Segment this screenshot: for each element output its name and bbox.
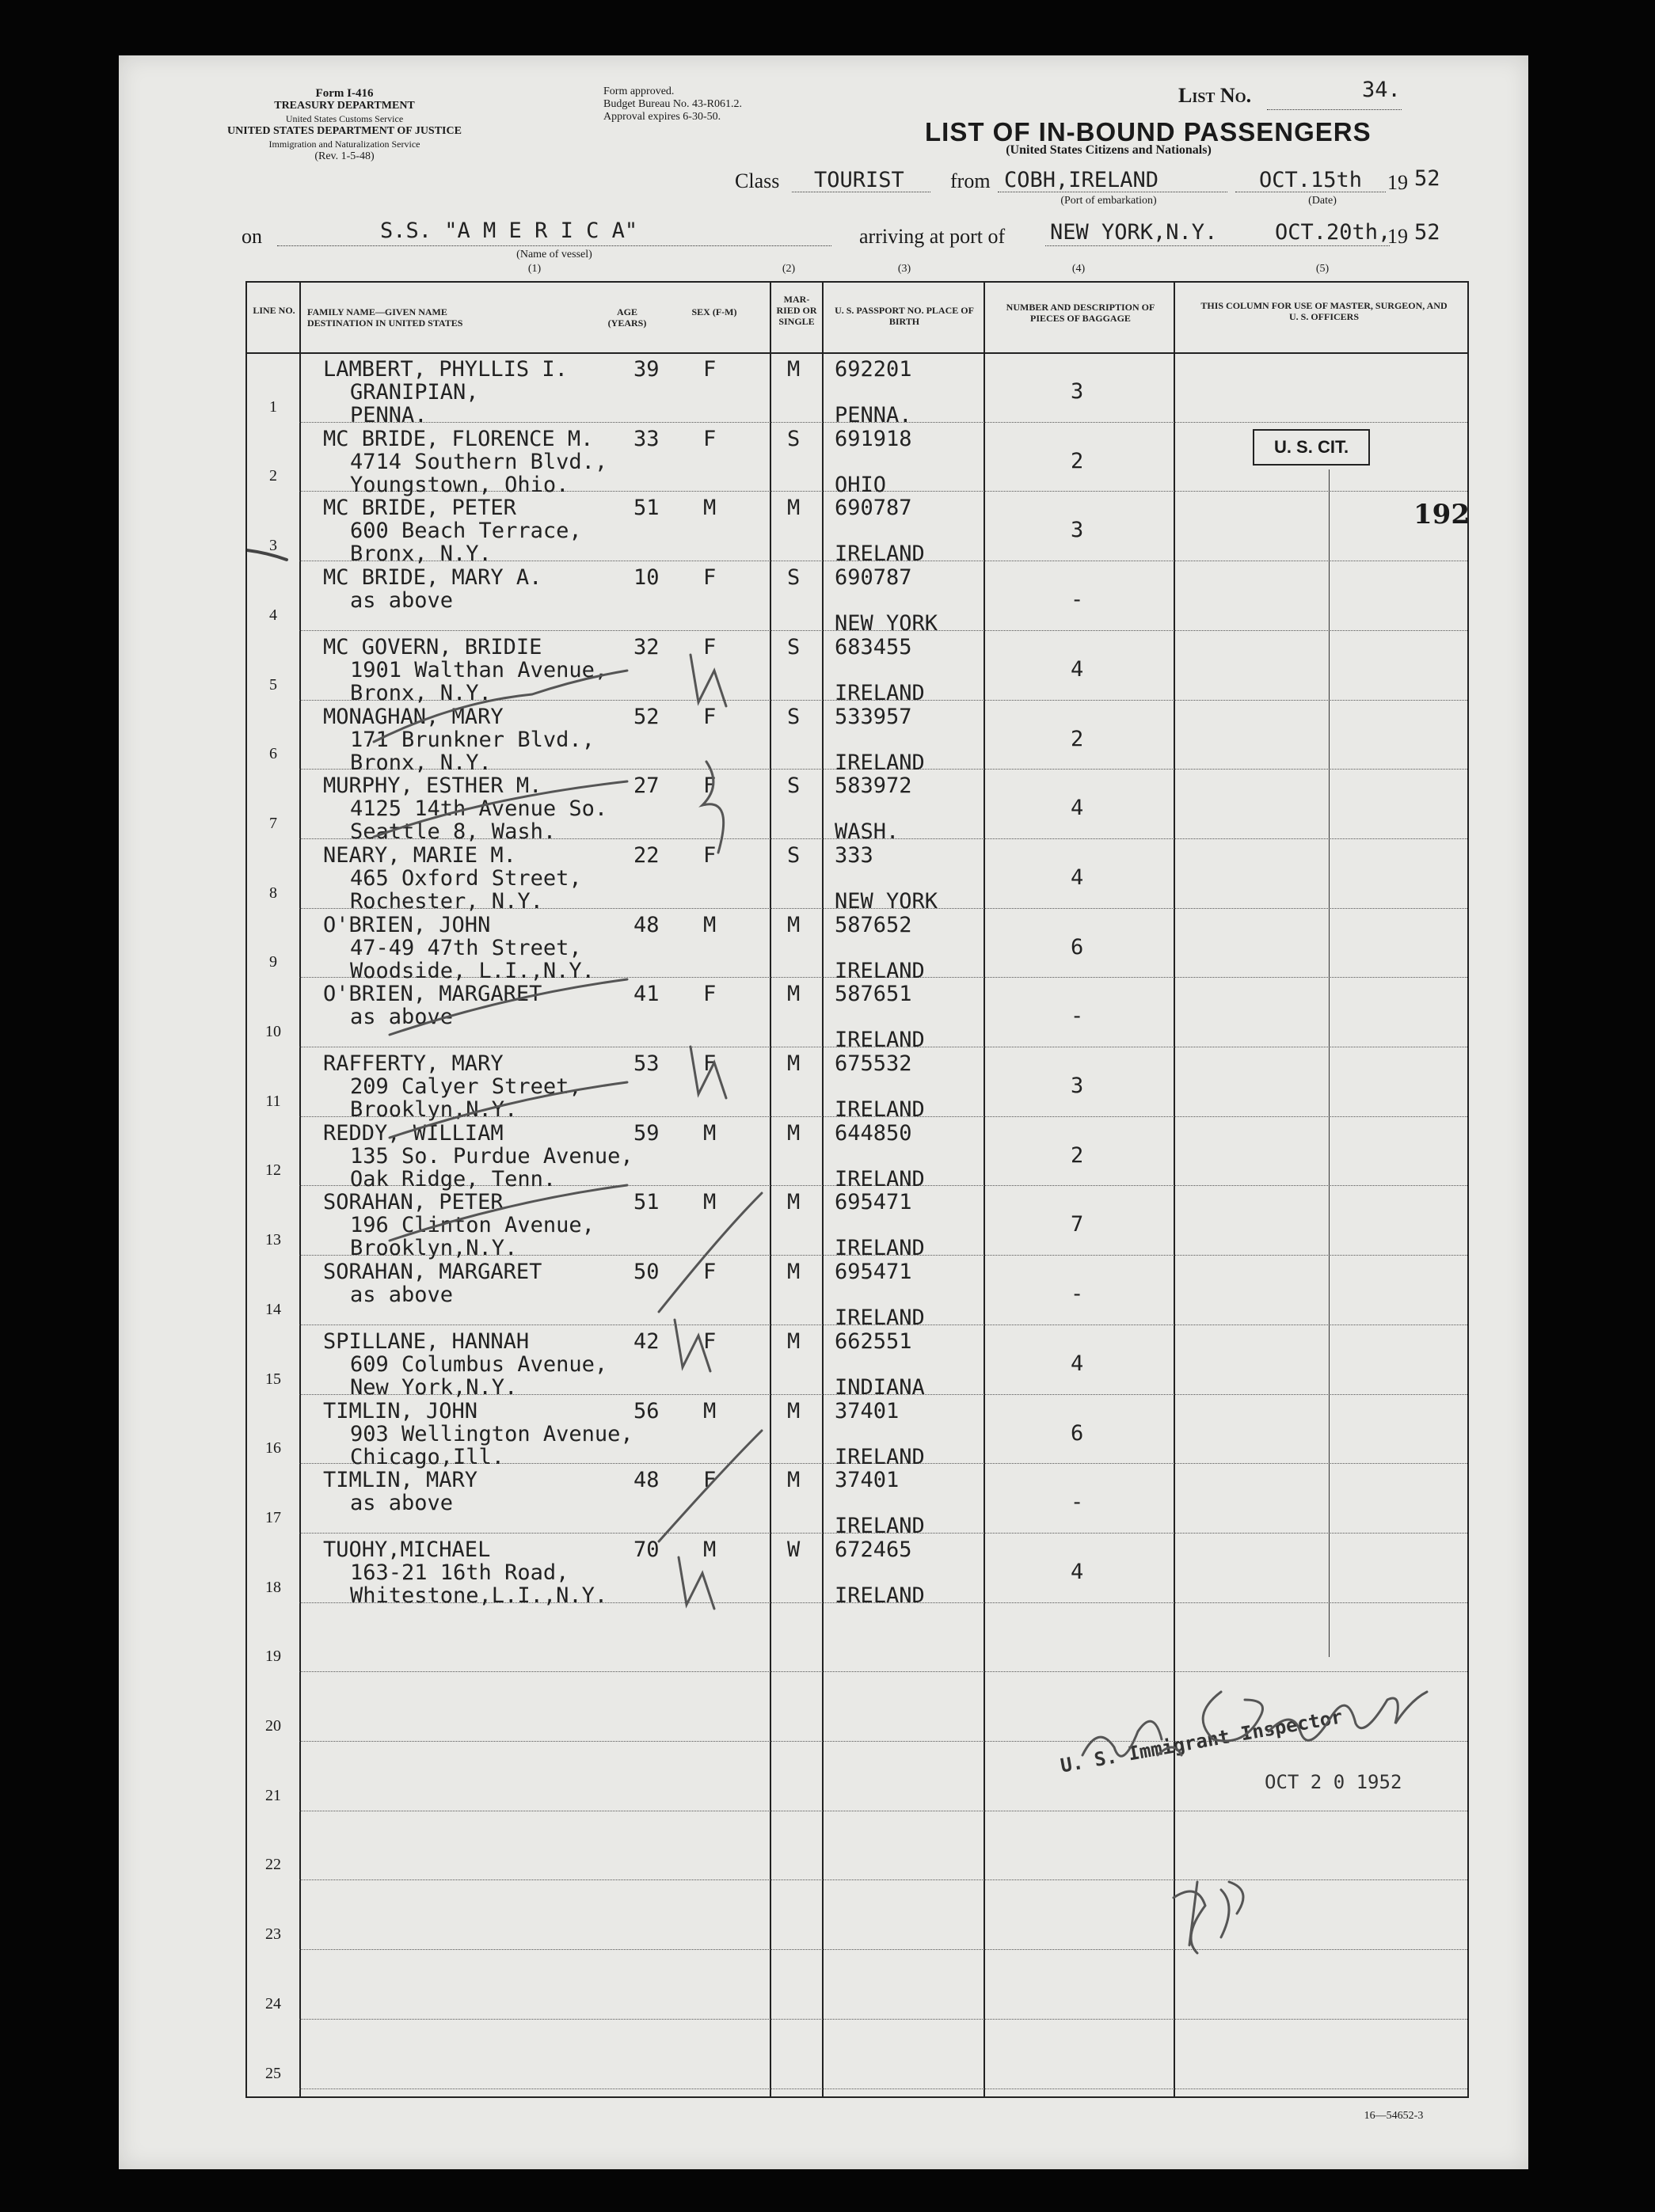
line-number: 20: [265, 1717, 281, 1735]
place-of-birth: OHIO: [835, 472, 887, 497]
passport-number: 691918: [835, 426, 912, 451]
place-of-birth: IRELAND: [835, 958, 925, 983]
manifest-page: [119, 55, 1528, 2169]
line-number: 21: [265, 1786, 281, 1804]
marital-status: M: [787, 1398, 801, 1423]
address-line: Bronx, N.Y.: [350, 542, 492, 567]
from-caption: (Port of embarkation): [1060, 195, 1157, 207]
col-number-1: (1): [527, 263, 542, 275]
passport-number: 675532: [835, 1051, 912, 1076]
sex: M: [703, 1120, 717, 1146]
baggage-count: -: [1071, 1282, 1084, 1307]
address-line: as above: [350, 1005, 454, 1030]
address-line: 135 So. Purdue Avenue,: [350, 1143, 633, 1169]
place-of-birth: NEW YORK: [835, 888, 938, 914]
line-number: 18: [265, 1578, 281, 1596]
list-no-value: 34.: [1362, 78, 1401, 102]
passenger-name: MONAGHAN, MARY: [323, 704, 504, 729]
form-approval: [603, 86, 793, 124]
treasury-dept: TREASURY DEPARTMENT: [274, 100, 415, 112]
address-line: Chicago,Ill.: [350, 1444, 505, 1469]
col-header-baggage: NUMBER AND DESCRIPTION OF PIECES OF BAGGAGE: [1006, 302, 1155, 324]
form-header-left: [214, 87, 475, 163]
sex: F: [703, 565, 717, 591]
age: 27: [633, 773, 660, 799]
place-of-birth: IRELAND: [835, 1444, 925, 1469]
passenger-name: LAMBERT, PHYLLIS I.: [323, 357, 568, 382]
sex: F: [703, 1260, 717, 1285]
justice-dept: UNITED STATES DEPARTMENT OF JUSTICE: [227, 125, 462, 137]
age: 59: [633, 1120, 660, 1146]
passenger-name: MURPHY, ESTHER M.: [323, 773, 542, 799]
address-line: 903 Wellington Avenue,: [350, 1421, 633, 1446]
baggage-count: 3: [1071, 1074, 1084, 1098]
baggage-count: 6: [1071, 934, 1084, 960]
marital-status: S: [787, 773, 801, 799]
arrival-date: OCT.20th,: [1275, 220, 1391, 245]
col-header-name: FAMILY NAME—GIVEN NAME DESTINATION IN UNITED STATES: [307, 306, 463, 329]
line-number: 9: [269, 953, 277, 971]
approval-line: Form approved.: [603, 86, 675, 97]
address-line: as above: [350, 588, 454, 614]
departure-year: 52: [1414, 166, 1440, 191]
baggage-count: 4: [1071, 1351, 1084, 1376]
address-line: 171 Brunkner Blvd.,: [350, 727, 595, 752]
age: 52: [633, 704, 660, 729]
approval-line: Budget Bureau No. 43-R061.2.: [603, 98, 742, 110]
address-line: 163-21 16th Road,: [350, 1560, 569, 1585]
form-number: Form I-416: [315, 87, 374, 100]
col-header-passport: U. S. PASSPORT NO. PLACE OF BIRTH: [835, 305, 974, 327]
class-value: TOURIST: [814, 168, 904, 192]
age: 10: [633, 565, 660, 591]
passenger-name: O'BRIEN, MARGARET: [323, 982, 542, 1007]
baggage-count: 7: [1071, 1212, 1084, 1237]
vessel-underline: [277, 245, 831, 246]
year-prefix: 19: [1387, 225, 1408, 248]
marital-status: M: [787, 912, 801, 937]
passenger-name: TUOHY,MICHAEL: [323, 1537, 491, 1562]
list-no-underline: [1267, 109, 1402, 110]
passport-number: 587651: [835, 982, 912, 1007]
passport-number: 695471: [835, 1260, 912, 1285]
age: 48: [633, 912, 660, 937]
baggage-count: 2: [1071, 726, 1084, 751]
col-number-4: (4): [1071, 263, 1086, 275]
passenger-name: TIMLIN, MARY: [323, 1468, 478, 1493]
address-line: Oak Ridge, Tenn.: [350, 1166, 557, 1192]
vessel-name: S.S. "A M E R I C A": [380, 219, 638, 243]
sex: F: [703, 704, 717, 729]
place-of-birth: INDIANA: [835, 1374, 925, 1400]
arrival-port: NEW YORK,N.Y.: [1050, 220, 1218, 245]
address-line: Woodside, L.I.,N.Y.: [350, 958, 595, 983]
passport-number: 672465: [835, 1537, 912, 1562]
form-revision: (Rev. 1-5-48): [314, 150, 375, 162]
line-number: 2: [269, 467, 277, 485]
marital-status: S: [787, 634, 801, 659]
place-of-birth: IRELAND: [835, 1166, 925, 1192]
stamp-number: 192: [1413, 499, 1470, 530]
sex: F: [703, 1051, 717, 1076]
marital-status: M: [787, 1190, 801, 1215]
passport-number: 333: [835, 842, 873, 868]
class-label: Class: [735, 169, 780, 192]
place-of-birth: IRELAND: [835, 680, 925, 705]
age: 51: [633, 1190, 660, 1215]
address-line: as above: [350, 1491, 454, 1516]
passport-number: 37401: [835, 1468, 900, 1493]
passenger-name: MC BRIDE, PETER: [323, 496, 516, 521]
us-citizen-stamp: U. S. CIT.: [1253, 429, 1370, 466]
baggage-count: 4: [1071, 656, 1084, 682]
address-line: Rochester, N.Y.: [350, 888, 543, 914]
place-of-birth: WASH.: [835, 819, 900, 845]
place-of-birth: PENNA.: [835, 403, 912, 428]
date-caption: (Date): [1308, 195, 1337, 207]
place-of-birth: IRELAND: [835, 1583, 925, 1608]
line-number: 22: [265, 1856, 281, 1874]
age: 39: [633, 357, 660, 382]
address-line: Youngstown, Ohio.: [350, 472, 569, 497]
marital-status: M: [787, 357, 801, 382]
address-line: New York,N.Y.: [350, 1374, 518, 1400]
address-line: 609 Columbus Avenue,: [350, 1351, 608, 1377]
address-line: as above: [350, 1283, 454, 1308]
baggage-count: 4: [1071, 1559, 1084, 1584]
arriving-label: arriving at port of: [859, 225, 1006, 248]
marital-status: S: [787, 704, 801, 729]
inspection-date: OCT 2 0 1952: [1265, 1771, 1402, 1793]
col-header-officers: THIS COLUMN FOR USE OF MASTER, SURGEON, AND U. S. OFFICERS: [1200, 300, 1448, 322]
address-line: 600 Beach Terrace,: [350, 519, 582, 544]
port-underline: [1045, 245, 1390, 246]
passport-number: 690787: [835, 565, 912, 591]
line-number: 5: [269, 675, 277, 694]
age: 42: [633, 1328, 660, 1354]
passenger-table: [245, 281, 1469, 2098]
passenger-name: SPILLANE, HANNAH: [323, 1328, 530, 1354]
passport-number: 37401: [835, 1398, 900, 1423]
passport-number: 690787: [835, 496, 912, 521]
sex: F: [703, 357, 717, 382]
line-number: 11: [265, 1092, 281, 1110]
line-number: 13: [265, 1231, 281, 1249]
passenger-name: SORAHAN, MARGARET: [323, 1260, 542, 1285]
passenger-name: MC GOVERN, BRIDIE: [323, 634, 542, 659]
age: 33: [633, 426, 660, 451]
marital-status: S: [787, 842, 801, 868]
col-header-age: AGE (YEARS): [607, 306, 647, 329]
sex: M: [703, 496, 717, 521]
sex: F: [703, 1328, 717, 1354]
address-line: Brooklyn,N.Y.: [350, 1236, 518, 1261]
marital-status: W: [787, 1537, 801, 1562]
sex: F: [703, 773, 717, 799]
passport-number: 695471: [835, 1190, 912, 1215]
sex: F: [703, 1468, 717, 1493]
marital-status: M: [787, 982, 801, 1007]
age: 51: [633, 496, 660, 521]
baggage-count: -: [1071, 1004, 1084, 1029]
place-of-birth: NEW YORK: [835, 611, 938, 637]
baggage-count: -: [1071, 1490, 1084, 1515]
age: 48: [633, 1468, 660, 1493]
address-line: GRANIPIAN,: [350, 380, 479, 405]
baggage-count: 4: [1071, 865, 1084, 890]
col-header-sex: SEX (F-M): [691, 306, 737, 317]
passport-number: 644850: [835, 1120, 912, 1146]
marital-status: M: [787, 1468, 801, 1493]
passport-number: 662551: [835, 1328, 912, 1354]
place-of-birth: IRELAND: [835, 1236, 925, 1261]
sex: M: [703, 1537, 717, 1562]
place-of-birth: IRELAND: [835, 1028, 925, 1053]
line-number: 1: [269, 397, 277, 416]
from-value: COBH,IRELAND: [1004, 168, 1159, 192]
col-header-line-no: LINE NO.: [253, 305, 295, 316]
line-number: 25: [265, 2064, 281, 2082]
on-label: on: [242, 225, 262, 248]
address-line: Brooklyn,N.Y.: [350, 1097, 518, 1122]
passport-number: 683455: [835, 634, 912, 659]
col-number-2: (2): [782, 263, 796, 275]
marital-status: S: [787, 426, 801, 451]
vessel-caption: (Name of vessel): [516, 249, 592, 260]
line-number: 8: [269, 884, 277, 902]
line-number: 24: [265, 1994, 281, 2012]
line-number: 6: [269, 745, 277, 763]
ins-service: Immigration and Naturalization Service: [268, 139, 420, 150]
page-title: LIST OF IN-BOUND PASSENGERS: [925, 117, 1372, 146]
line-number: 12: [265, 1161, 281, 1180]
col-number-3: (3): [897, 263, 911, 275]
col-header-married: MAR-RIED OR SINGLE: [776, 294, 817, 327]
place-of-birth: IRELAND: [835, 750, 925, 775]
place-of-birth: IRELAND: [835, 1306, 925, 1331]
sex: F: [703, 426, 717, 451]
line-number: 16: [265, 1439, 281, 1458]
sex: M: [703, 1398, 717, 1423]
print-code: 16—54652-3: [1364, 2110, 1424, 2122]
age: 50: [633, 1260, 660, 1285]
baggage-count: 3: [1071, 379, 1084, 404]
baggage-count: 3: [1071, 518, 1084, 543]
passenger-name: RAFFERTY, MARY: [323, 1051, 504, 1076]
age: 22: [633, 842, 660, 868]
place-of-birth: IRELAND: [835, 542, 925, 567]
customs-service: United States Customs Service: [285, 113, 404, 124]
sex: F: [703, 842, 717, 868]
sex: F: [703, 634, 717, 659]
page-subtitle: (United States Citizens and Nationals): [1006, 143, 1212, 157]
line-number: 15: [265, 1370, 281, 1388]
approval-line: Approval expires 6-30-50.: [603, 111, 721, 123]
passport-number: 692201: [835, 357, 912, 382]
passenger-name: MC BRIDE, MARY A.: [323, 565, 542, 591]
address-line: 47-49 47th Street,: [350, 935, 582, 960]
address-line: Seattle 8, Wash.: [350, 819, 557, 845]
address-line: 209 Calyer Street,: [350, 1074, 582, 1099]
passenger-name: O'BRIEN, JOHN: [323, 912, 491, 937]
inspector-title: U. S. Immigrant Inspector: [1059, 1705, 1345, 1777]
passport-number: 587652: [835, 912, 912, 937]
passenger-name: TIMLIN, JOHN: [323, 1398, 478, 1423]
place-of-birth: IRELAND: [835, 1514, 925, 1539]
passport-number: 583972: [835, 773, 912, 799]
line-number: 3: [269, 537, 277, 555]
marital-status: M: [787, 1051, 801, 1076]
line-number: 14: [265, 1300, 281, 1318]
passenger-name: SORAHAN, PETER: [323, 1190, 504, 1215]
line-number: 19: [265, 1648, 281, 1666]
baggage-count: -: [1071, 587, 1084, 613]
age: 70: [633, 1537, 660, 1562]
col-number-5: (5): [1315, 263, 1330, 275]
passenger-name: REDDY, WILLIAM: [323, 1120, 504, 1146]
marital-status: S: [787, 565, 801, 591]
age: 32: [633, 634, 660, 659]
from-label: from: [950, 169, 991, 192]
line-number: 23: [265, 1925, 281, 1944]
age: 56: [633, 1398, 660, 1423]
address-line: Bronx, N.Y.: [350, 750, 492, 775]
baggage-count: 2: [1071, 1142, 1084, 1168]
address-line: 1901 Walthan Avenue,: [350, 657, 608, 682]
address-line: PENNA.: [350, 403, 428, 428]
baggage-count: 6: [1071, 1420, 1084, 1446]
place-of-birth: IRELAND: [835, 1097, 925, 1122]
marital-status: M: [787, 1328, 801, 1354]
marital-status: M: [787, 1120, 801, 1146]
age: 41: [633, 982, 660, 1007]
line-number: 4: [269, 606, 277, 624]
baggage-count: 4: [1071, 796, 1084, 821]
year-prefix: 19: [1387, 171, 1408, 194]
sex: F: [703, 982, 717, 1007]
passenger-name: NEARY, MARIE M.: [323, 842, 516, 868]
line-number: 17: [265, 1508, 281, 1526]
marital-status: M: [787, 1260, 801, 1285]
sex: M: [703, 1190, 717, 1215]
handwritten-marks: [247, 283, 1470, 2100]
arrival-year: 52: [1414, 220, 1440, 245]
address-line: 196 Clinton Avenue,: [350, 1213, 595, 1238]
age: 53: [633, 1051, 660, 1076]
list-no-label: List No.: [1178, 84, 1252, 107]
address-line: Bronx, N.Y.: [350, 680, 492, 705]
address-line: Whitestone,L.I.,N.Y.: [350, 1583, 608, 1608]
passport-number: 533957: [835, 704, 912, 729]
departure-date: OCT.15th: [1259, 168, 1363, 192]
address-line: 4125 14th Avenue So.: [350, 796, 608, 822]
line-number: 7: [269, 814, 277, 832]
address-line: 465 Oxford Street,: [350, 865, 582, 891]
sex: M: [703, 912, 717, 937]
address-line: 4714 Southern Blvd.,: [350, 449, 608, 474]
baggage-count: 2: [1071, 448, 1084, 473]
passenger-name: MC BRIDE, FLORENCE M.: [323, 426, 594, 451]
line-number: 10: [265, 1023, 281, 1040]
marital-status: M: [787, 496, 801, 521]
